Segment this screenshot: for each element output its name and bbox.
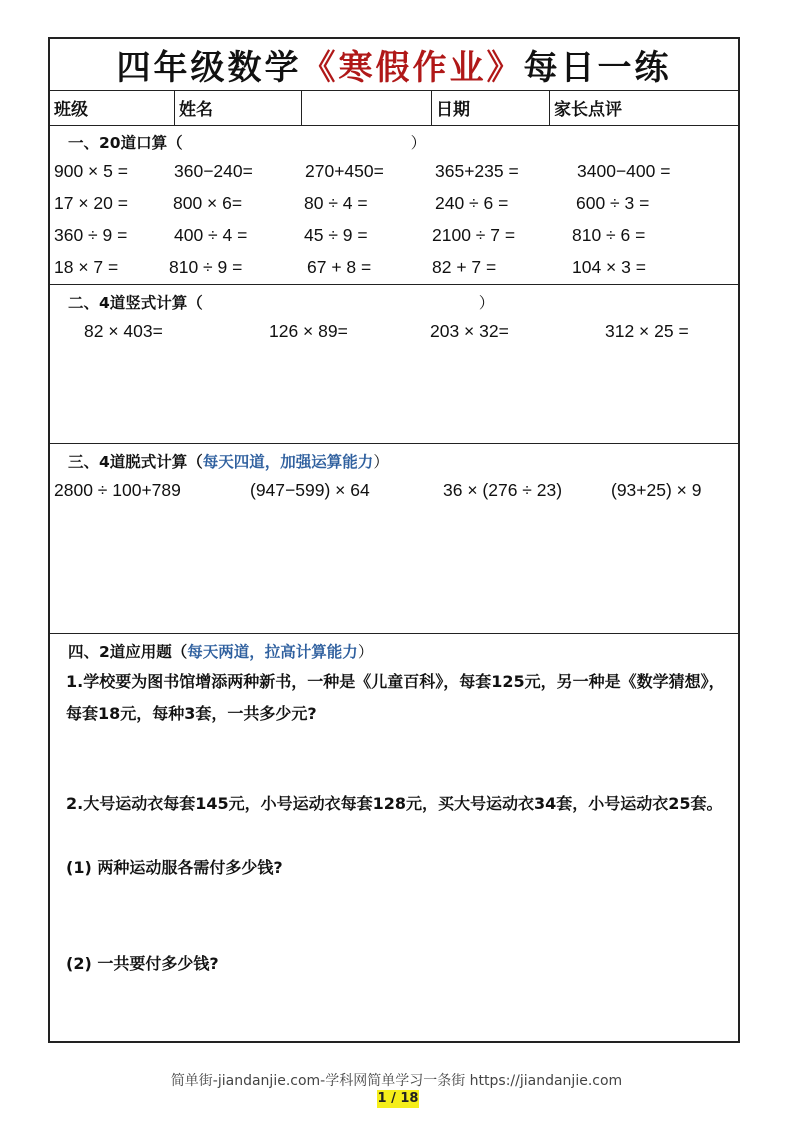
calc-row — [50, 225, 738, 249]
calc-item: 80 ÷ 4 = — [304, 193, 368, 213]
page-indicator: 1 / 18 — [377, 1091, 419, 1106]
name-field[interactable] — [302, 90, 432, 125]
heading-close: ） — [373, 453, 389, 471]
calc-item: 900 × 5 = — [54, 161, 128, 181]
calc-item: 104 × 3 = — [572, 257, 646, 277]
calc-item: (93+25) × 9 — [611, 480, 702, 500]
date-label: 日期 — [432, 90, 550, 125]
section-vertical-calc — [50, 285, 738, 444]
calc-item: 45 ÷ 9 = — [304, 225, 368, 245]
section-heading — [68, 131, 426, 153]
section-heading — [68, 291, 494, 313]
calc-item: (947−599) × 64 — [250, 480, 370, 500]
title-highlight: 《寒假作业》 — [301, 48, 524, 88]
calc-item: 3400−400 = — [577, 161, 671, 181]
calc-item: 810 ÷ 9 = — [169, 257, 243, 277]
calc-item: 36 × (276 ÷ 23) — [443, 480, 563, 500]
section-word-problems — [50, 634, 738, 1041]
word-problem-2-part-1: (1) 两种运动服各需付多少钱? — [66, 858, 283, 877]
calc-item: 270+450= — [305, 161, 384, 181]
calc-item: 82 × 403= — [84, 321, 163, 341]
calc-item: 67 + 8 = — [307, 257, 372, 277]
heading-text: 二、4道竖式计算（ — [68, 294, 203, 312]
info-row — [50, 90, 738, 126]
calc-item: 2100 ÷ 7 = — [432, 225, 516, 245]
heading-text: 三、4道脱式计算（ — [68, 453, 203, 471]
heading-close: ） — [410, 134, 427, 152]
calc-item: 126 × 89= — [269, 321, 348, 341]
calc-row — [50, 161, 738, 185]
section-heading — [68, 450, 389, 472]
calc-item: 810 ÷ 6 = — [572, 225, 646, 245]
section-heading — [68, 640, 373, 662]
calc-item: 312 × 25 = — [605, 321, 689, 341]
calc-item: 17 × 20 = — [54, 193, 128, 213]
calc-row — [50, 480, 738, 504]
calc-item: 600 ÷ 3 = — [576, 193, 650, 213]
class-label: 班级 — [50, 90, 175, 125]
title-suffix: 每日一练 — [523, 48, 672, 88]
calc-item: 18 × 7 = — [54, 257, 119, 277]
section-stepwise-calc — [50, 444, 738, 634]
name-label: 姓名 — [175, 90, 302, 125]
section-oral-calc — [50, 125, 738, 285]
heading-close: ） — [478, 294, 495, 312]
calc-item: 800 × 6= — [173, 193, 243, 213]
worksheet-title — [50, 39, 738, 91]
heading-close: ） — [357, 643, 374, 661]
title-prefix: 四年级数学 — [116, 48, 302, 88]
calc-item: 360 ÷ 9 = — [54, 225, 128, 245]
parent-comment-label: 家长点评 — [554, 100, 622, 120]
heading-text: 四、2道应用题（ — [68, 643, 188, 661]
calc-item: 400 ÷ 4 = — [174, 225, 248, 245]
calc-item: 82 + 7 = — [432, 257, 497, 277]
footer-text: 简单街-jiandanjie.com-学科网简单学习一条街 https://jiandanjie.com — [170, 1073, 623, 1089]
calc-item: 365+235 = — [435, 161, 519, 181]
heading-subtitle: 每天四道，加强运算能力 — [202, 453, 374, 471]
calc-row — [50, 257, 738, 281]
calc-item: 240 ÷ 6 = — [435, 193, 509, 213]
heading-subtitle: 每天两道，拉高计算能力 — [187, 643, 358, 661]
calc-item: 2800 ÷ 100+789 — [54, 480, 181, 500]
calc-row — [50, 321, 738, 345]
heading-text: 一、20道口算（ — [68, 134, 183, 152]
word-problem-1: 1.学校要为图书馆增添两种新书，一种是《儿童百科》，每套125元，另一种是《数学猜想》，每套18元，每种3套，一共多少元? — [66, 672, 725, 723]
word-problem-2: 2.大号运动衣每套145元，小号运动衣每套128元，买大号运动衣34套，小号运动衣25套。 — [66, 794, 723, 813]
worksheet — [48, 37, 740, 1043]
word-problem-2-part-2: (2) 一共要付多少钱? — [66, 954, 219, 973]
calc-item: 360−240= — [174, 161, 253, 181]
calc-item: 203 × 32= — [430, 321, 509, 341]
calc-row — [50, 193, 738, 217]
